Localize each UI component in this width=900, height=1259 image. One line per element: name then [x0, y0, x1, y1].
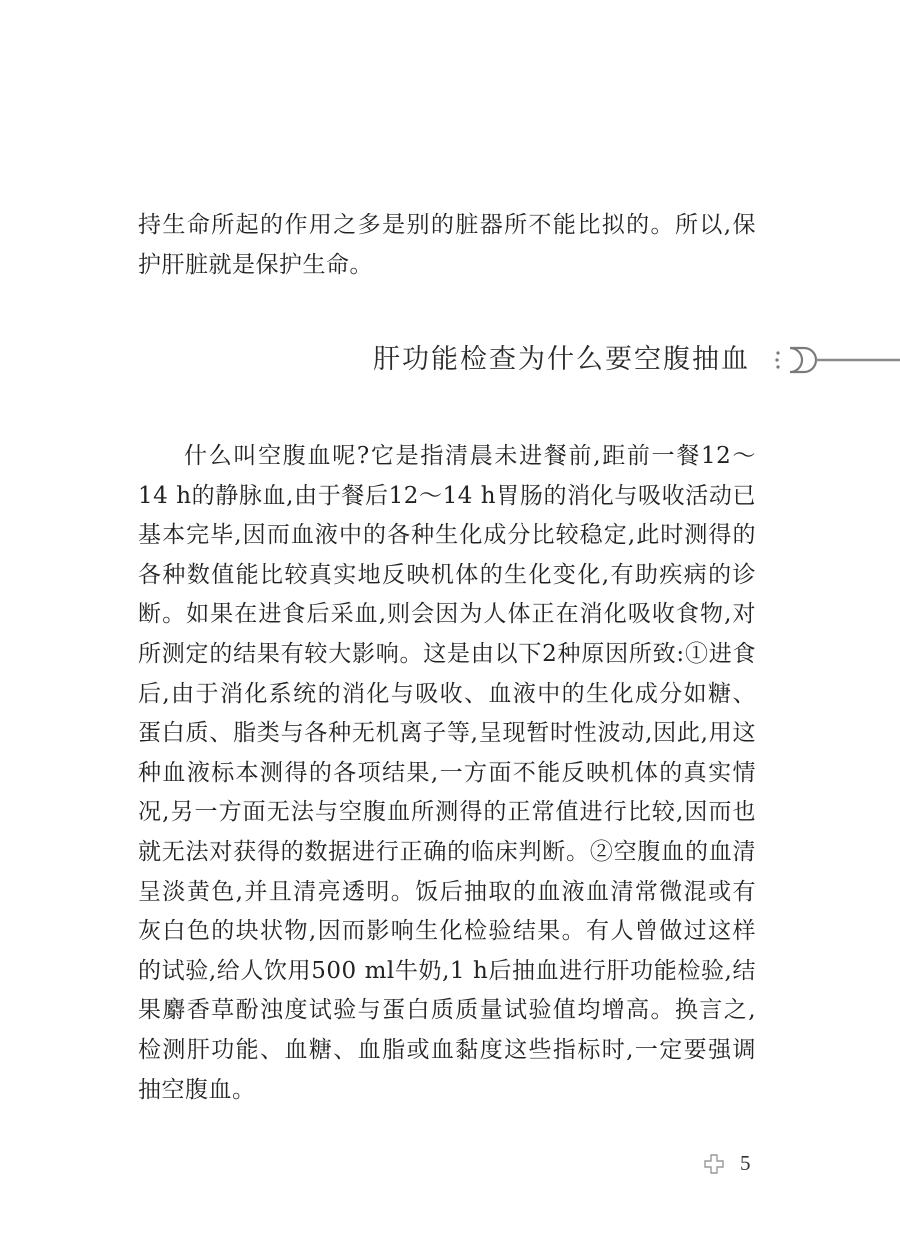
section-heading-row — [0, 338, 900, 382]
page-number: 5 — [740, 1151, 751, 1175]
plus-outline-icon — [704, 1154, 724, 1174]
heading-ornament-icon — [770, 344, 900, 376]
body-paragraph: 什么叫空腹血呢?它是指清晨未进餐前,距前一餐12～14 h的静脉血,由于餐后12～14 h胃肠的消化与吸收活动已基本完毕,因而血液中的各种生化成分比较稳定,此时测得的各种数值能比较真实地反映机体的生化变化,有助疾病的诊断。如果在进食后采血,则会因为人体正在消化吸收食物,对所测定的结果有较大影响。这是由以下2种原因所致:①进食后,由于消化系统的消化与吸收、血液中的生化成分如糖、蛋白质、脂类与各种无机离子等,呈现暂时性波动,因此,用这种血液标本测得的各项结果,一方面不能反映机体的真实情况,另一方面无法与空腹血所测得的正常值进行比较,因而也就无法对获得的数据进行正确的临床判断。②空腹血的血清呈淡黄色,并且清亮透明。饭后抽取的血液血清常微混或有灰白色的块状物,因而影响生化检验结果。有人曾做过这样的试验,给人饮用500 ml牛奶,1 h后抽血进行肝功能检验,结果麝香草酚浊度试验与蛋白质质量试验值均增高。换言之,检测肝功能、血糖、血脂或血黏度这些指标时,一定要强调抽空腹血。 — [138, 443, 756, 1103]
section-title: 肝功能检查为什么要空腹抽血 — [373, 344, 750, 375]
page-footer — [700, 1148, 770, 1178]
intro-paragraph: 持生命所起的作用之多是别的脏器所不能比拟的。所以,保护肝脏就是保护生命。 — [138, 212, 756, 278]
